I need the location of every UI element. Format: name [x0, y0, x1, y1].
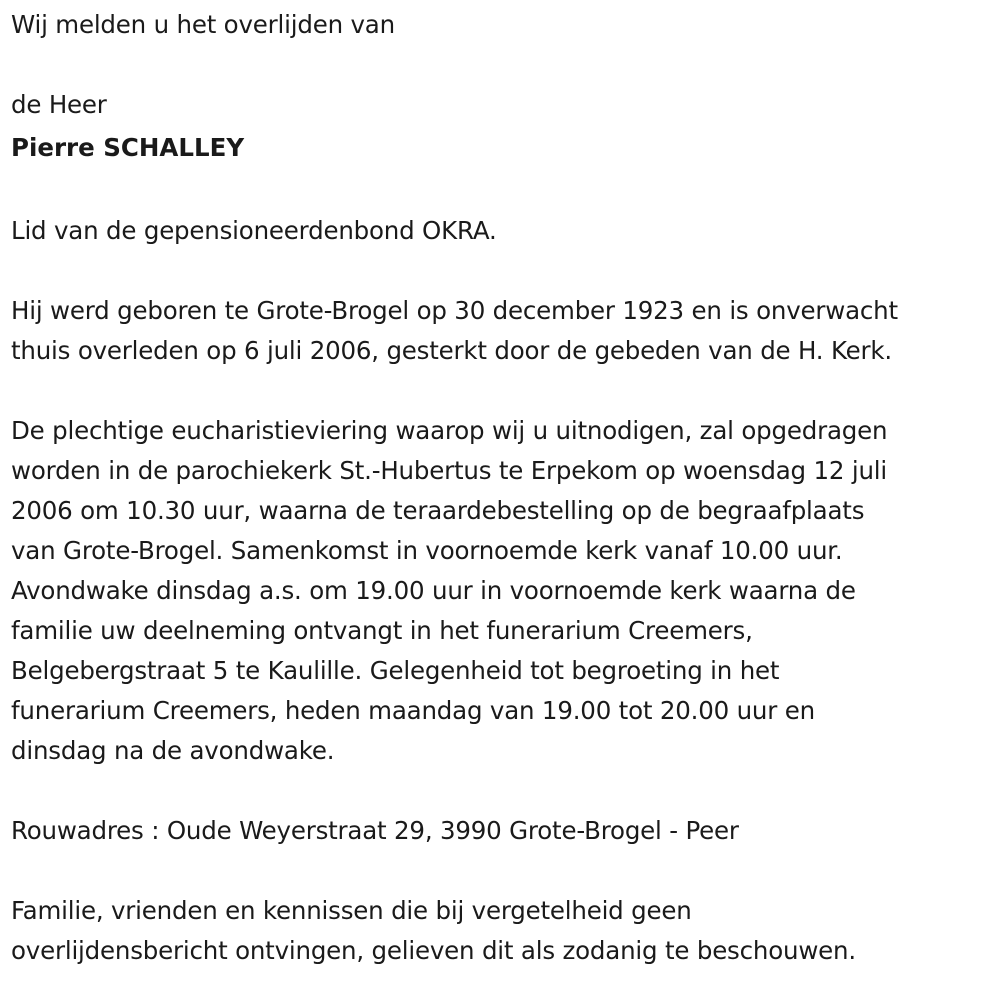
paragraph-line: Hij werd geboren te Grote-Brogel op 30 december 1923 en is onverwacht — [11, 296, 898, 325]
paragraph-line: familie uw deelneming ontvangt in het funerarium Creemers, — [11, 616, 753, 645]
paragraph-line: De plechtige eucharistieviering waarop wij u uitnodigen, zal opgedragen — [11, 416, 888, 445]
birth-paragraph — [11, 291, 996, 371]
spacer — [11, 851, 996, 891]
paragraph-line: Avondwake dinsdag a.s. om 19.00 uur in voornoemde kerk waarna de — [11, 576, 856, 605]
spacer — [11, 771, 996, 811]
paragraph-line: worden in de parochiekerk St.-Hubertus te Erpekom op woensdag 12 juli — [11, 456, 888, 485]
mourning-address: Rouwadres : Oude Weyerstraat 29, 3990 Grote-Brogel - Peer — [11, 816, 739, 845]
paragraph-line: dinsdag na de avondwake. — [11, 736, 335, 765]
spacer — [11, 45, 996, 85]
membership-text: Lid van de gepensioneerdenbond OKRA. — [11, 216, 497, 245]
intro-text: Wij melden u het overlijden van — [11, 10, 395, 39]
ceremony-paragraph — [11, 411, 996, 771]
deceased-name: Pierre SCHALLEY — [11, 133, 245, 162]
paragraph-line: 2006 om 10.30 uur, waarna de teraardebestelling op de begraafplaats — [11, 496, 865, 525]
paragraph-line: Belgebergstraat 5 te Kaulille. Gelegenheid tot begroeting in het — [11, 656, 780, 685]
paragraph-line: van Grote-Brogel. Samenkomst in voornoemde kerk vanaf 10.00 uur. — [11, 536, 843, 565]
paragraph-line: funerarium Creemers, heden maandag van 19.00 tot 20.00 uur en — [11, 696, 815, 725]
obituary-notice — [11, 0, 996, 971]
paragraph-line: thuis overleden op 6 juli 2006, gesterkt door de gebeden van de H. Kerk. — [11, 336, 892, 365]
spacer — [11, 171, 996, 211]
spacer — [11, 371, 996, 411]
closing-paragraph — [11, 891, 996, 971]
paragraph-line: overlijdensbericht ontvingen, gelieven dit als zodanig te beschouwen. — [11, 936, 856, 965]
spacer — [11, 251, 996, 291]
paragraph-line: Familie, vrienden en kennissen die bij vergetelheid geen — [11, 896, 692, 925]
honorific: de Heer — [11, 90, 107, 119]
